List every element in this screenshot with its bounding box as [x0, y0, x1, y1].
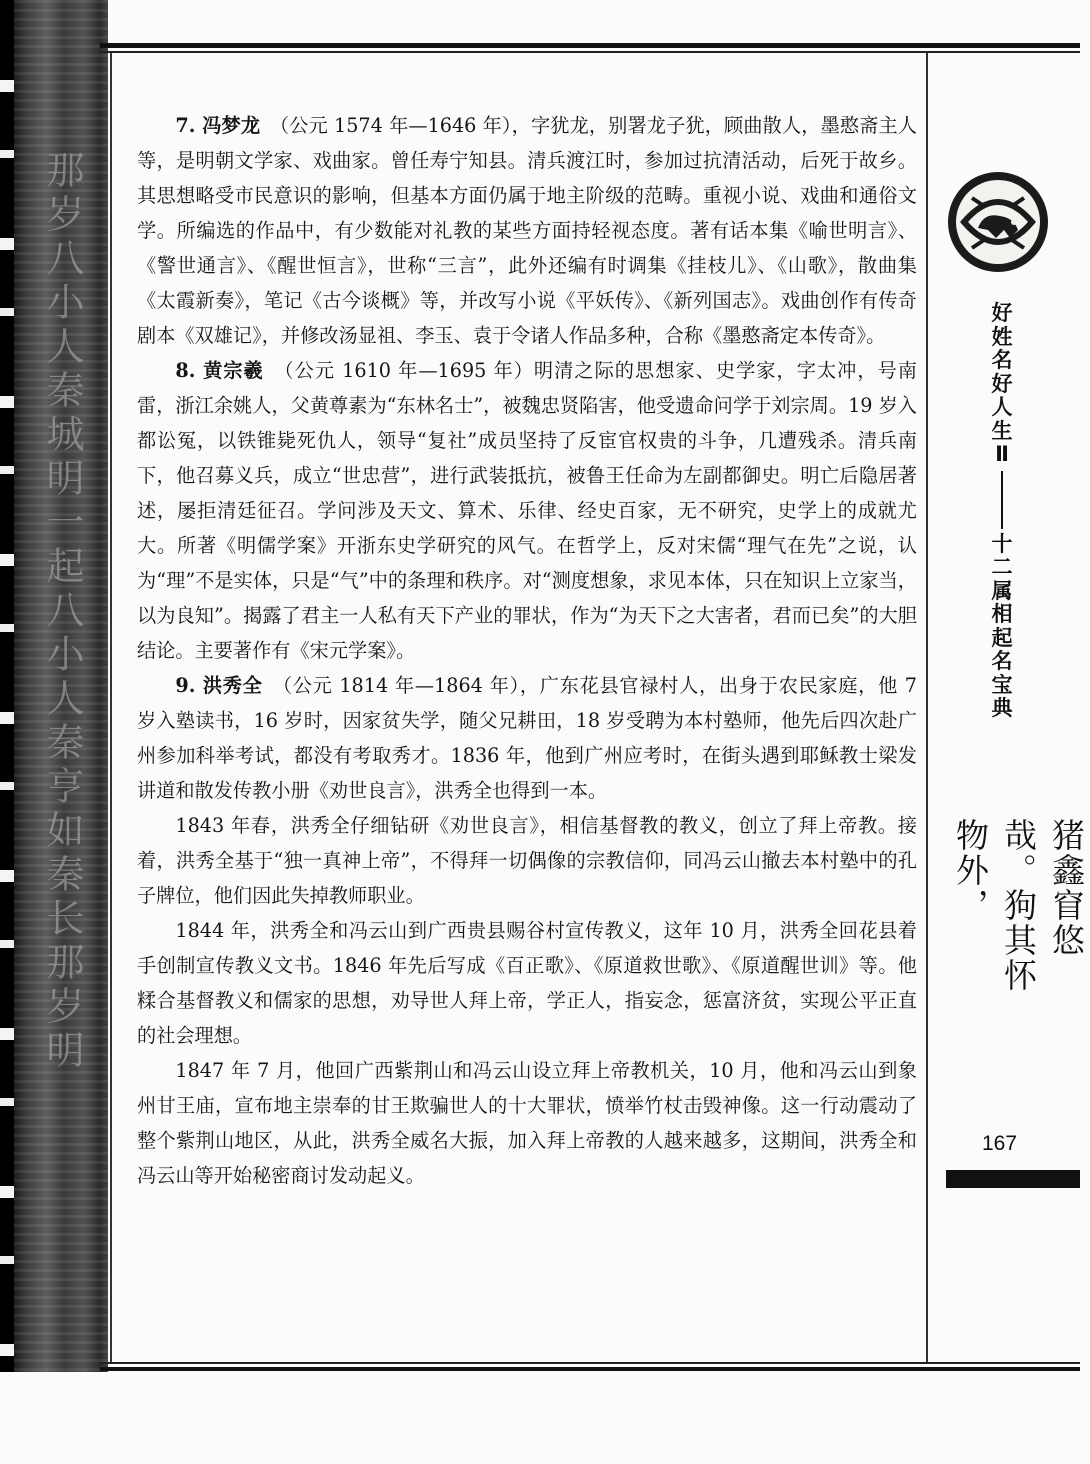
entry-paragraph: 9. 洪秀全 （公元 1814 年—1864 年），广东花县官禄村人，出身于农民家庭，他 7 岁入塾读书，16 岁时，因家贫失学，随父兄耕田，18 岁受聘为本村塾师，他先后四次赴广州参加科举考试，都没有考取秀才。1836 年，他到广州应考时，在街头遇到耶稣教士梁发讲道和散发传教小册《劝世良言》，洪秀全也得到一本。	[137, 674, 917, 802]
body-paragraph: 1847 年 7 月，他回广西紫荆山和冯云山设立拜上帝教机关，10 月，他和冯云山到象州甘王庙，宣布地主崇奉的甘王欺骗世人的十大罪状，愤举竹杖击毁神像。这一行动震动了整个紫荆山地区，从此，洪秀全威名大振，加入拜上帝教的人越来越多，这期间，洪秀全和冯云山等开始秘密商讨发动起义。	[137, 1059, 917, 1187]
page-tab	[946, 1170, 1080, 1188]
text-frame-right	[926, 53, 928, 1362]
title-rule	[1001, 471, 1003, 529]
bottom-rule	[100, 1367, 1080, 1371]
body-paragraph: 1843 年春，洪秀全仔细钻研《劝世良言》，相信基督教的教义，创立了拜上帝教。接着，洪秀全基于“独一真神上帝”，不得拜一切偶像的宗教信仰，同冯云山撤去本村塾中的孔子牌位，他们因此失掉教师职业。	[137, 814, 917, 907]
main-text	[137, 108, 917, 1193]
top-rule-thin	[100, 51, 1080, 53]
book-volume: Ⅱ	[995, 442, 1009, 466]
book-title-top: 好姓名好人生	[991, 301, 1013, 443]
page-number: 167	[982, 1132, 1018, 1155]
zodiac-emblem-icon	[944, 168, 1052, 276]
entry-paragraph: 7. 冯梦龙 （公元 1574 年—1646 年），字犹龙，别署龙子犹，顾曲散人，墨憨斋主人等，是明朝文学家、戏曲家。曾任寿宁知县。清兵渡江时，参加过抗清活动，后死于故乡。其思想略受市民意识的影响，但基本方面仍属于地主阶级的范畴。重视小说、戏曲和通俗文学。所编选的作品中，有少数能对礼教的某些方面持轻视态度。著有话本集《喻世明言》、《警世通言》、《醒世恒言》，世称“三言”，此外还编有时调集《挂枝儿》、《山歌》，散曲集《太霞新奏》，笔记《古今谈概》等，并改写小说《平妖传》、《新列国志》。戏曲创作有传奇剧本《双雄记》，并修改汤显祖、李玉、袁于令诸人作品多种，合称《墨憨斋定本传奇》。	[137, 114, 917, 347]
body-paragraph: 1844 年，洪秀全和冯云山到广西贵县赐谷村宣传教义，这年 10 月，洪秀全回花县着手创制宣传教义文书。1846 年先后写成《百正歌》、《原道救世歌》、《原道醒世训》等。他糅合基督教义和儒家的思想，劝导世人拜上帝，学正人，指妄念，惩富济贫，实现公平正直的社会理想。	[137, 919, 917, 1047]
entry-paragraph: 8. 黄宗羲 （公元 1610 年—1695 年）明清之际的思想家、史学家，字太冲，号南雷，浙江余姚人，父黄尊素为“东林名士”，被魏忠贤陷害，他受遗命问学于刘宗周。19 岁入都讼冤，以铁锥毙死仇人，领导“复社”成员坚持了反宦官权贵的斗争，几遭残杀。清兵南下，他召募义兵，成立“世忠营”，进行武装抵抗，被鲁王任命为左副都御史。明亡后隐居著述，屡拒清廷征召。学问涉及天文、算术、乐律、经史百家，无不研究，史学上的成就尤大。所著《明儒学案》开浙东史学研究的风气。在哲学上，反对宋儒“理气在先”之说，认为“理”不是实体，只是“气”中的条理和秩序。对“测度想象，求见本体，只在知识上立家当，以为良知”。揭露了君主一人私有天下产业的罪状，作为“为天下之大害者，君而已矣”的大胆结论。主要著作有《宋元学案》。	[137, 359, 917, 662]
band-edge	[0, 0, 14, 1372]
book-title-bottom: 十二属相起名宝典	[991, 531, 1013, 720]
sidebar-poem: 猪鑫窅悠哉。狗其怀物外，	[951, 818, 1086, 993]
top-rule	[100, 43, 1080, 48]
band-motif: 那岁八小人秦城明一起八小人秦亨如秦长那岁明	[40, 150, 84, 1074]
entry-heading: 9. 洪秀全	[175, 674, 263, 697]
entry-heading: 8. 黄宗羲	[175, 359, 264, 382]
left-decorative-band	[0, 0, 108, 1372]
book-title	[982, 302, 1022, 721]
entry-heading: 7. 冯梦龙	[175, 114, 261, 137]
bottom-rule-thin	[100, 1362, 1080, 1364]
text-frame-left	[110, 53, 112, 1362]
